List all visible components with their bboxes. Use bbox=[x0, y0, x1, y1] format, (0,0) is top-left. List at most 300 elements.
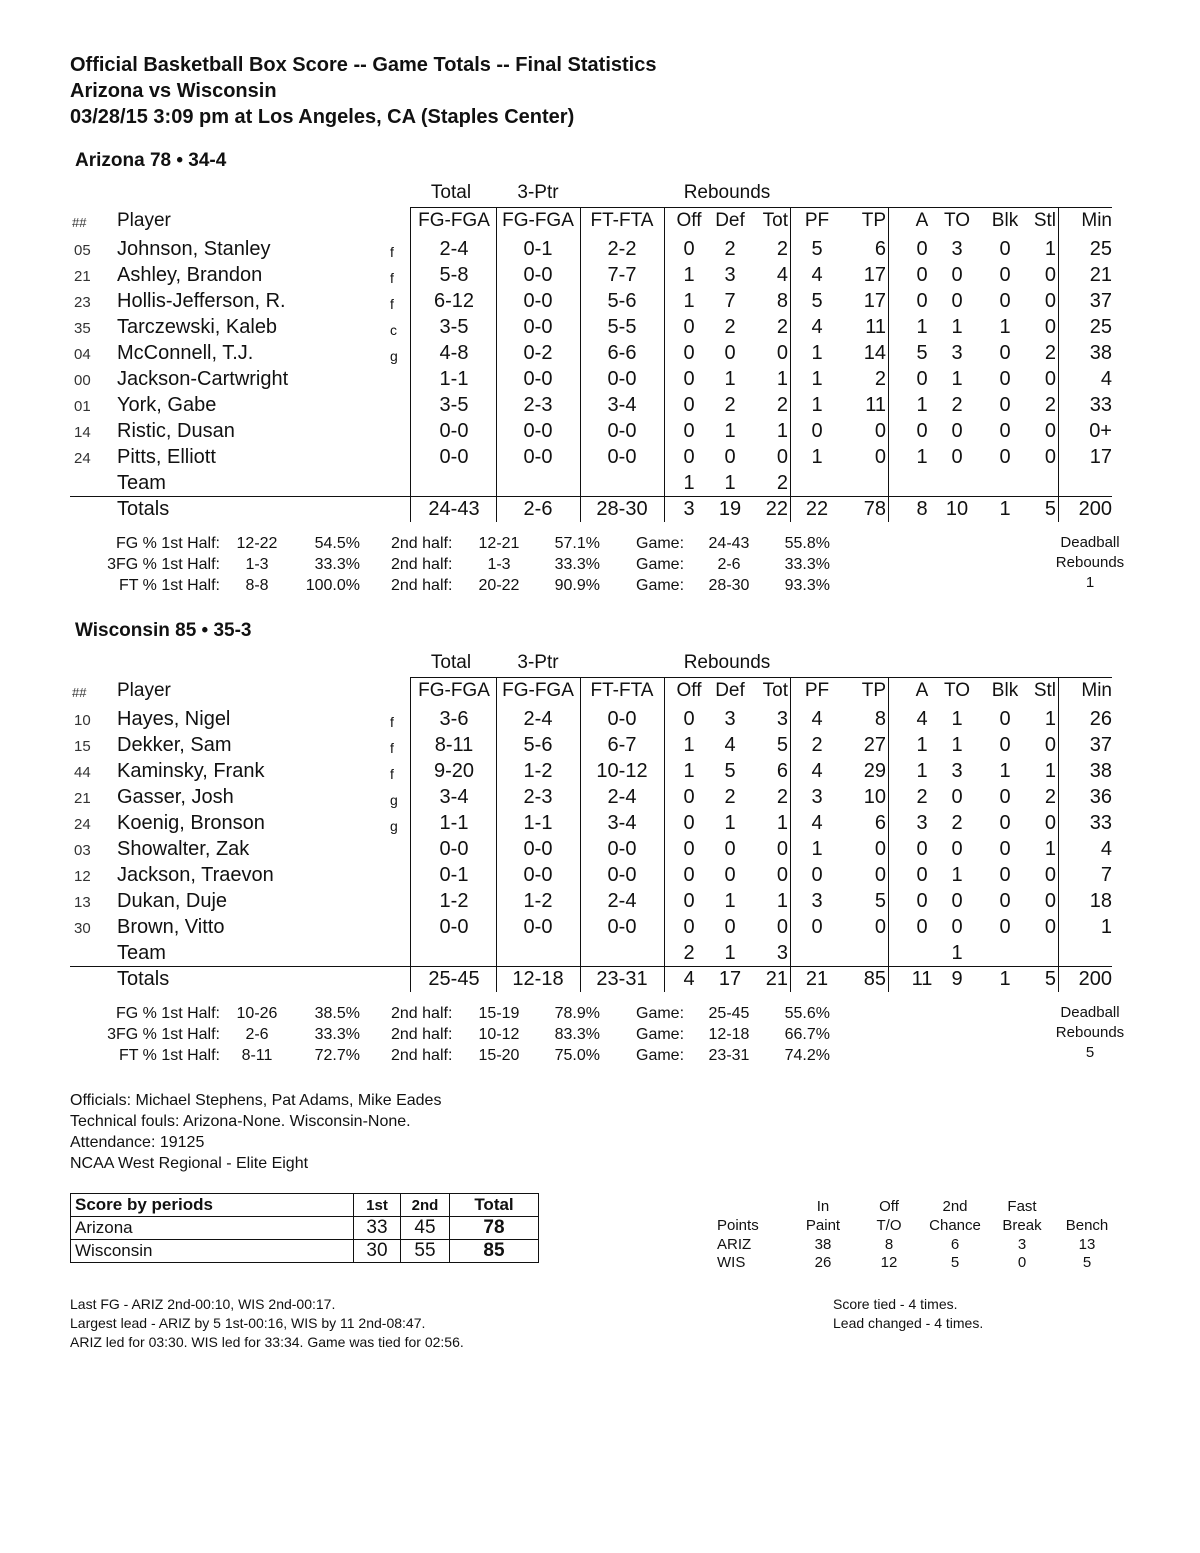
pt-team: ARIZ bbox=[717, 1236, 752, 1253]
stat-min: 38 bbox=[1089, 342, 1112, 364]
stat-tp: 29 bbox=[863, 760, 886, 782]
pct-made-game: 28-30 bbox=[708, 577, 750, 594]
stat-min: 33 bbox=[1089, 394, 1112, 416]
largest-lead-note: Largest lead - ARIZ by 5 1st-00:16, WIS by 11 2nd-08:47. bbox=[70, 1315, 426, 1331]
stat-fg3: 0-0 bbox=[523, 316, 553, 338]
sbp-total: 85 bbox=[450, 1240, 539, 1263]
player-number: 35 bbox=[74, 320, 91, 337]
stat-a: 1 bbox=[916, 760, 928, 782]
deadball-label: Deadball bbox=[1060, 1004, 1120, 1021]
pct-label-1st: FT % 1st Half: bbox=[118, 1047, 220, 1064]
player-name: Gasser, Josh bbox=[117, 786, 234, 808]
stat-blk: 0 bbox=[999, 786, 1011, 808]
col-head-num: ## bbox=[72, 215, 87, 230]
stat-to: 1 bbox=[951, 942, 963, 964]
stat-pf: 1 bbox=[811, 368, 823, 390]
stat-ft: 2-2 bbox=[607, 238, 637, 260]
stat-ft: 0-0 bbox=[607, 446, 637, 468]
matchup: Arizona vs Wisconsin bbox=[70, 80, 277, 102]
pt-head-to: T/O bbox=[876, 1217, 902, 1234]
stat-tot: 0 bbox=[776, 864, 788, 886]
stat-a: 0 bbox=[916, 916, 928, 938]
stat-blk: 0 bbox=[999, 916, 1011, 938]
totals-min: 200 bbox=[1078, 498, 1112, 520]
sbp-header-label: Score by periods bbox=[71, 1194, 354, 1217]
pt-chance: 5 bbox=[950, 1254, 960, 1271]
pct-value-2nd: 33.3% bbox=[554, 556, 600, 573]
stat-to: 0 bbox=[951, 420, 963, 442]
col-head-tp: TP bbox=[861, 680, 886, 701]
col-group-total: Total bbox=[430, 652, 472, 673]
pct-label-game: Game: bbox=[636, 1026, 685, 1043]
stat-tp: 0 bbox=[874, 838, 886, 860]
player-name: Hollis-Jefferson, R. bbox=[117, 290, 286, 312]
pct-made-1st: 2-6 bbox=[245, 1026, 269, 1043]
stat-blk: 0 bbox=[999, 368, 1011, 390]
pct-value-game: 66.7% bbox=[784, 1026, 830, 1043]
stat-stl: 0 bbox=[1044, 316, 1056, 338]
led-for-note: ARIZ led for 03:30. WIS led for 33:34. Game was tied for 02:56. bbox=[70, 1334, 464, 1350]
stat-def: 7 bbox=[724, 290, 736, 312]
stat-def: 2 bbox=[724, 316, 736, 338]
stat-tot: 6 bbox=[776, 760, 788, 782]
player-name: Brown, Vitto bbox=[117, 916, 225, 938]
stat-fg: 0-0 bbox=[439, 916, 469, 938]
stat-ft: 6-6 bbox=[607, 342, 637, 364]
pct-made-game: 12-18 bbox=[708, 1026, 750, 1043]
stat-min: 25 bbox=[1089, 238, 1112, 260]
deadball-label: Deadball bbox=[1060, 534, 1120, 551]
stat-min: 0+ bbox=[1089, 420, 1112, 442]
col-group-3ptr: 3-Ptr bbox=[517, 182, 559, 203]
player-name: Team bbox=[117, 472, 166, 494]
stat-blk: 0 bbox=[999, 864, 1011, 886]
stat-ft: 5-5 bbox=[607, 316, 637, 338]
col-head-stl: Stl bbox=[1033, 680, 1056, 701]
stat-min: 17 bbox=[1089, 446, 1112, 468]
stat-stl: 0 bbox=[1044, 264, 1056, 286]
totals-stl: 5 bbox=[1044, 498, 1056, 520]
pt-head-2nd: 2nd bbox=[942, 1198, 968, 1215]
player-number: 23 bbox=[74, 294, 91, 311]
player-number: 04 bbox=[74, 346, 91, 363]
stat-pf: 1 bbox=[811, 342, 823, 364]
pct-label-game: Game: bbox=[636, 577, 685, 594]
stat-tp: 27 bbox=[863, 734, 886, 756]
stat-def: 1 bbox=[724, 420, 736, 442]
totals-fg: 24-43 bbox=[428, 498, 480, 520]
stat-a: 2 bbox=[916, 786, 928, 808]
col-head-ft: FT-FTA bbox=[590, 210, 654, 231]
stat-fg: 0-1 bbox=[439, 864, 469, 886]
stat-stl: 0 bbox=[1044, 916, 1056, 938]
stat-stl: 0 bbox=[1044, 446, 1056, 468]
stat-tp: 5 bbox=[874, 890, 886, 912]
stat-min: 37 bbox=[1089, 734, 1112, 756]
stat-off: 0 bbox=[683, 420, 695, 442]
stat-a: 1 bbox=[916, 734, 928, 756]
column-divider bbox=[790, 677, 791, 992]
totals-a: 11 bbox=[911, 968, 933, 990]
player-position: c bbox=[390, 322, 397, 338]
player-name: Ashley, Brandon bbox=[117, 264, 263, 286]
pct-label-2nd: 2nd half: bbox=[391, 1005, 453, 1022]
stat-min: 4 bbox=[1100, 838, 1112, 860]
stat-fg3: 5-6 bbox=[523, 734, 553, 756]
pct-value-1st: 54.5% bbox=[314, 535, 360, 552]
stat-off: 0 bbox=[683, 864, 695, 886]
stat-ft: 5-6 bbox=[607, 290, 637, 312]
column-divider bbox=[790, 207, 791, 522]
pct-value-1st: 100.0% bbox=[305, 577, 360, 594]
pct-made-game: 24-43 bbox=[708, 535, 750, 552]
player-number: 44 bbox=[74, 764, 91, 781]
stat-tot: 2 bbox=[776, 472, 788, 494]
stat-fg3: 0-0 bbox=[523, 368, 553, 390]
stat-to: 0 bbox=[951, 786, 963, 808]
stat-stl: 0 bbox=[1044, 864, 1056, 886]
stat-tot: 3 bbox=[776, 708, 788, 730]
pct-label-2nd: 2nd half: bbox=[391, 577, 453, 594]
stat-a: 1 bbox=[916, 394, 928, 416]
game-date-venue: 03/28/15 3:09 pm at Los Angeles, CA (Staples Center) bbox=[70, 106, 575, 128]
score-tied-note: Score tied - 4 times. bbox=[833, 1296, 958, 1312]
stat-fg: 0-0 bbox=[439, 446, 469, 468]
player-position: f bbox=[390, 296, 394, 312]
stat-a: 0 bbox=[916, 420, 928, 442]
col-group-total: Total bbox=[430, 182, 472, 203]
pct-label-1st: FG % 1st Half: bbox=[115, 1005, 220, 1022]
stat-blk: 0 bbox=[999, 446, 1011, 468]
pct-label-2nd: 2nd half: bbox=[391, 1047, 453, 1064]
stat-fg3: 0-0 bbox=[523, 864, 553, 886]
stat-a: 0 bbox=[916, 890, 928, 912]
player-name: McConnell, T.J. bbox=[117, 342, 254, 364]
pt-head-in: In bbox=[816, 1198, 830, 1215]
stat-def: 2 bbox=[724, 394, 736, 416]
stat-a: 0 bbox=[916, 264, 928, 286]
pt-head-points: Points bbox=[717, 1217, 759, 1234]
totals-ft: 23-31 bbox=[596, 968, 648, 990]
column-divider bbox=[888, 677, 889, 992]
pct-value-1st: 38.5% bbox=[314, 1005, 360, 1022]
stat-off: 1 bbox=[683, 264, 695, 286]
stat-ft: 0-0 bbox=[607, 838, 637, 860]
stat-to: 2 bbox=[951, 394, 963, 416]
stat-pf: 4 bbox=[811, 316, 823, 338]
stat-min: 21 bbox=[1089, 264, 1112, 286]
col-head-tot: Tot bbox=[762, 680, 788, 701]
sbp-header-1st: 1st bbox=[354, 1194, 401, 1217]
stat-tot: 0 bbox=[776, 838, 788, 860]
stat-tot: 2 bbox=[776, 238, 788, 260]
pct-made-2nd: 15-20 bbox=[478, 1047, 520, 1064]
stat-tp: 0 bbox=[874, 916, 886, 938]
stat-blk: 1 bbox=[999, 760, 1011, 782]
stat-fg3: 0-0 bbox=[523, 446, 553, 468]
col-head-a: A bbox=[915, 680, 929, 701]
stat-to: 0 bbox=[951, 290, 963, 312]
stat-def: 2 bbox=[724, 786, 736, 808]
stat-ft: 6-7 bbox=[607, 734, 637, 756]
stat-min: 18 bbox=[1089, 890, 1112, 912]
stat-tp: 0 bbox=[874, 420, 886, 442]
team-title: Arizona 78 • 34-4 bbox=[75, 150, 227, 171]
stat-blk: 0 bbox=[999, 890, 1011, 912]
stat-def: 5 bbox=[724, 760, 736, 782]
score-by-periods-header bbox=[71, 1194, 539, 1217]
totals-off: 4 bbox=[683, 968, 695, 990]
col-head-off: Off bbox=[676, 680, 702, 701]
pct-value-2nd: 90.9% bbox=[554, 577, 600, 594]
totals-def: 19 bbox=[718, 498, 742, 520]
totals-to: 10 bbox=[945, 498, 969, 520]
sbp-1st: 33 bbox=[354, 1217, 401, 1240]
pct-value-game: 93.3% bbox=[784, 577, 830, 594]
stat-off: 0 bbox=[683, 316, 695, 338]
column-divider bbox=[496, 677, 497, 992]
stat-stl: 1 bbox=[1044, 708, 1056, 730]
pct-made-2nd: 1-3 bbox=[487, 556, 511, 573]
pct-value-game: 55.6% bbox=[784, 1005, 830, 1022]
stat-stl: 0 bbox=[1044, 812, 1056, 834]
stat-blk: 0 bbox=[999, 290, 1011, 312]
stat-tp: 10 bbox=[863, 786, 886, 808]
player-name: Team bbox=[117, 942, 166, 964]
stat-min: 7 bbox=[1100, 864, 1112, 886]
stat-fg: 1-2 bbox=[439, 890, 469, 912]
pct-label-2nd: 2nd half: bbox=[391, 535, 453, 552]
stat-fg: 4-8 bbox=[439, 342, 469, 364]
totals-fg: 25-45 bbox=[428, 968, 480, 990]
col-head-pf: PF bbox=[804, 680, 830, 701]
pct-made-1st: 12-22 bbox=[236, 535, 278, 552]
stat-fg: 1-1 bbox=[439, 812, 469, 834]
player-number: 21 bbox=[74, 790, 91, 807]
pct-label-2nd: 2nd half: bbox=[391, 556, 453, 573]
col-head-tot: Tot bbox=[762, 210, 788, 231]
stat-fg: 5-8 bbox=[439, 264, 469, 286]
pct-made-game: 2-6 bbox=[717, 556, 741, 573]
stat-to: 0 bbox=[951, 264, 963, 286]
stat-def: 4 bbox=[724, 734, 736, 756]
stat-tp: 11 bbox=[865, 394, 886, 416]
stat-off: 0 bbox=[683, 890, 695, 912]
player-number: 21 bbox=[74, 268, 91, 285]
player-number: 03 bbox=[74, 842, 91, 859]
stat-a: 0 bbox=[916, 290, 928, 312]
totals-tp: 85 bbox=[863, 968, 886, 990]
stat-tot: 3 bbox=[776, 942, 788, 964]
report-title: Official Basketball Box Score -- Game Totals -- Final Statistics bbox=[70, 54, 657, 76]
stat-stl: 0 bbox=[1044, 290, 1056, 312]
stat-blk: 0 bbox=[999, 838, 1011, 860]
stat-off: 0 bbox=[683, 394, 695, 416]
stat-def: 0 bbox=[724, 916, 736, 938]
stat-off: 1 bbox=[683, 290, 695, 312]
pct-label-game: Game: bbox=[636, 1005, 685, 1022]
pt-head-bench: Bench bbox=[1065, 1217, 1109, 1234]
stat-def: 1 bbox=[724, 890, 736, 912]
pct-value-1st: 72.7% bbox=[314, 1047, 360, 1064]
stat-pf: 4 bbox=[811, 812, 823, 834]
stat-blk: 0 bbox=[999, 394, 1011, 416]
column-divider bbox=[580, 677, 581, 992]
stat-stl: 2 bbox=[1044, 786, 1056, 808]
stat-def: 1 bbox=[724, 942, 736, 964]
stat-pf: 2 bbox=[811, 734, 823, 756]
stat-a: 0 bbox=[916, 838, 928, 860]
stat-off: 0 bbox=[683, 916, 695, 938]
officials: Officials: Michael Stephens, Pat Adams, Mike Eades bbox=[70, 1092, 442, 1109]
totals-rule bbox=[70, 966, 1112, 967]
stat-to: 0 bbox=[951, 838, 963, 860]
column-divider bbox=[580, 207, 581, 522]
col-head-min: Min bbox=[1081, 210, 1112, 231]
stat-ft: 2-4 bbox=[607, 786, 637, 808]
stat-def: 2 bbox=[724, 238, 736, 260]
pct-value-game: 33.3% bbox=[784, 556, 830, 573]
stat-blk: 0 bbox=[999, 420, 1011, 442]
pct-value-game: 55.8% bbox=[784, 535, 830, 552]
pt-paint: 38 bbox=[814, 1236, 832, 1253]
stat-pf: 4 bbox=[811, 708, 823, 730]
stat-off: 0 bbox=[683, 238, 695, 260]
stat-a: 1 bbox=[916, 316, 928, 338]
stat-min: 37 bbox=[1089, 290, 1112, 312]
player-name: Jackson-Cartwright bbox=[117, 368, 289, 390]
stat-a: 0 bbox=[916, 368, 928, 390]
pct-made-2nd: 10-12 bbox=[478, 1026, 520, 1043]
score-by-periods-table bbox=[70, 1193, 539, 1263]
stat-pf: 0 bbox=[811, 420, 823, 442]
player-number: 24 bbox=[74, 450, 91, 467]
player-position: f bbox=[390, 766, 394, 782]
stat-tot: 8 bbox=[776, 290, 788, 312]
stat-fg3: 1-1 bbox=[523, 812, 553, 834]
stat-def: 3 bbox=[724, 708, 736, 730]
stat-stl: 0 bbox=[1044, 734, 1056, 756]
header-rule bbox=[410, 677, 1112, 678]
stat-def: 1 bbox=[724, 812, 736, 834]
stat-ft: 10-12 bbox=[596, 760, 648, 782]
stat-ft: 7-7 bbox=[607, 264, 637, 286]
stat-min: 33 bbox=[1089, 812, 1112, 834]
stat-pf: 4 bbox=[811, 264, 823, 286]
stat-fg3: 0-1 bbox=[523, 238, 553, 260]
sbp-team: Wisconsin bbox=[71, 1240, 354, 1263]
stat-stl: 1 bbox=[1044, 760, 1056, 782]
pt-paint: 26 bbox=[814, 1254, 832, 1271]
totals-blk: 1 bbox=[999, 498, 1011, 520]
stat-fg3: 2-3 bbox=[523, 786, 553, 808]
col-head-fg: FG-FGA bbox=[418, 210, 490, 231]
sbp-2nd: 45 bbox=[401, 1217, 450, 1240]
pct-value-2nd: 78.9% bbox=[554, 1005, 600, 1022]
pct-value-1st: 33.3% bbox=[314, 556, 360, 573]
player-name: Tarczewski, Kaleb bbox=[117, 316, 278, 338]
col-head-to: TO bbox=[943, 210, 971, 231]
stat-fg: 2-4 bbox=[439, 238, 469, 260]
pct-label-1st: 3FG % 1st Half: bbox=[107, 556, 220, 573]
col-group-rebounds: Rebounds bbox=[683, 182, 771, 203]
stat-tot: 2 bbox=[776, 786, 788, 808]
player-number: 15 bbox=[74, 738, 91, 755]
col-head-fg3: FG-FGA bbox=[502, 680, 574, 701]
totals-tot: 22 bbox=[765, 498, 788, 520]
pt-bench: 5 bbox=[1082, 1254, 1092, 1271]
stat-tp: 11 bbox=[865, 316, 886, 338]
stat-to: 1 bbox=[951, 368, 963, 390]
totals-min: 200 bbox=[1078, 968, 1112, 990]
stat-ft: 0-0 bbox=[607, 420, 637, 442]
stat-fg3: 2-3 bbox=[523, 394, 553, 416]
col-head-player: Player bbox=[117, 210, 171, 231]
stat-tot: 0 bbox=[776, 342, 788, 364]
pt-head-chance: Chance bbox=[929, 1217, 981, 1234]
stat-fg3: 2-4 bbox=[523, 708, 553, 730]
column-divider bbox=[1058, 677, 1059, 992]
stat-def: 0 bbox=[724, 864, 736, 886]
stat-def: 0 bbox=[724, 446, 736, 468]
pct-made-2nd: 12-21 bbox=[478, 535, 520, 552]
pct-label-game: Game: bbox=[636, 535, 685, 552]
stat-tot: 5 bbox=[776, 734, 788, 756]
col-head-num: ## bbox=[72, 685, 87, 700]
stat-to: 3 bbox=[951, 238, 963, 260]
rebounds-label: Rebounds bbox=[1055, 1024, 1125, 1041]
sbp-header-total: Total bbox=[450, 1194, 539, 1217]
player-position: g bbox=[390, 348, 398, 364]
pt-head-paint: Paint bbox=[805, 1217, 841, 1234]
player-name: Johnson, Stanley bbox=[117, 238, 271, 260]
totals-a: 8 bbox=[916, 498, 928, 520]
col-group-rebounds: Rebounds bbox=[683, 652, 771, 673]
stat-stl: 2 bbox=[1044, 394, 1056, 416]
stat-fg: 8-11 bbox=[434, 734, 474, 756]
stat-blk: 0 bbox=[999, 342, 1011, 364]
stat-off: 0 bbox=[683, 368, 695, 390]
player-number: 00 bbox=[74, 372, 91, 389]
stat-ft: 2-4 bbox=[607, 890, 637, 912]
stat-pf: 1 bbox=[811, 394, 823, 416]
stat-fg3: 0-2 bbox=[523, 342, 553, 364]
player-name: Showalter, Zak bbox=[117, 838, 250, 860]
totals-def: 17 bbox=[718, 968, 742, 990]
stat-fg3: 0-0 bbox=[523, 264, 553, 286]
attendance: Attendance: 19125 bbox=[70, 1134, 205, 1151]
stat-blk: 0 bbox=[999, 812, 1011, 834]
stat-fg3: 0-0 bbox=[523, 420, 553, 442]
pct-value-1st: 33.3% bbox=[314, 1026, 360, 1043]
pct-made-1st: 10-26 bbox=[236, 1005, 278, 1022]
player-name: Koenig, Bronson bbox=[117, 812, 265, 834]
pct-made-game: 23-31 bbox=[708, 1047, 750, 1064]
player-name: Hayes, Nigel bbox=[117, 708, 231, 730]
pct-made-1st: 1-3 bbox=[245, 556, 269, 573]
pct-made-game: 25-45 bbox=[708, 1005, 750, 1022]
sbp-1st: 30 bbox=[354, 1240, 401, 1263]
stat-ft: 0-0 bbox=[607, 708, 637, 730]
totals-rule bbox=[70, 496, 1112, 497]
col-head-def: Def bbox=[715, 210, 745, 231]
stat-to: 1 bbox=[951, 316, 963, 338]
stat-tp: 17 bbox=[863, 290, 886, 312]
stat-ft: 0-0 bbox=[607, 368, 637, 390]
stat-tot: 2 bbox=[776, 316, 788, 338]
stat-ft: 3-4 bbox=[607, 394, 637, 416]
player-name: Pitts, Elliott bbox=[117, 446, 216, 468]
